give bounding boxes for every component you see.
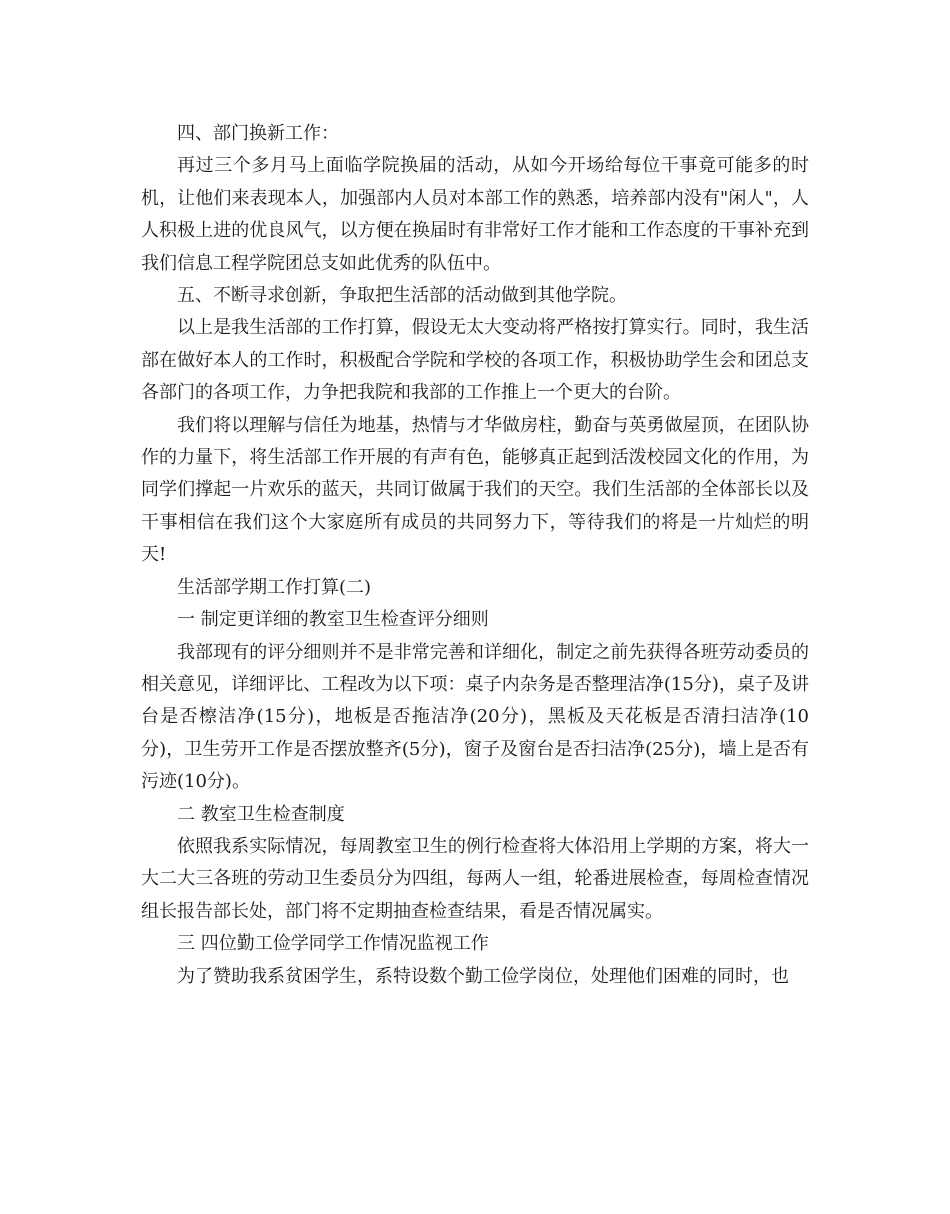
document-body [141,118,809,993]
section-heading-4: 四、部门换新工作： [177,123,339,144]
section-heading-3: 三 四位勤工俭学同学工作情况监视工作 [177,933,489,955]
paragraph-closing: 我们将以理解与信任为地基，热情与才华做房柱，勤奋与英勇做屋顶，在团队协作的力量下，将生活部工作开展的有声有色，能够真正起到活泼校园文化的作用，为同学们撑起一片欢乐的蓝天，共同订做属于我们的天空。我们生活部的全体部长以及干事相信在我们这个大家庭所有成员的共同努力下，等待我们的将是一片灿烂的明天! [141,414,809,566]
paragraph-plan-summary: 以上是我生活部的工作打算，假设无太大变动将严格按打算实行。同时，我生活部在做好本人的工作时，积极配合学院和学校的各项工作，积极协助学生会和团总支各部门的各项工作，力争把我院和我部的工作推上一个更大的台阶。 [141,317,809,404]
paragraph-dept-renewal: 再过三个多月马上面临学院换届的活动，从如今开场给每位干事竟可能多的时机，让他们来表现本人，加强部内人员对本部工作的熟悉，培养部内没有"闲人"，人人积极上进的优良风气，以方便在换届时有非常好工作才能和工作态度的干事补充到我们信息工程学院团总支如此优秀的队伍中。 [141,155,809,274]
paragraph-inspection-system: 依照我系实际情况，每周教室卫生的例行检查将大体沿用上学期的方案，将大一大二大三各班的劳动卫生委员分为四组，每两人一组，轮番进展检查，每周检查情况组长报告部长处，部门将不定期抽查检查结果，看是否情况属实。 [141,835,809,922]
document-subtitle: 生活部学期工作打算(二) [177,576,372,598]
section-heading-5: 五、不断寻求创新，争取把生活部的活动做到其他学院。 [177,285,627,307]
section-heading-2: 二 教室卫生检查制度 [177,803,345,825]
paragraph-work-study: 为了赞助我系贫困学生，系特设数个勤工俭学岗位，处理他们困难的同时，也 [177,965,789,987]
section-heading-1: 一 制定更详细的教室卫生检查评分细则 [177,609,489,631]
paragraph-scoring-rules: 我部现有的评分细则并不是非常完善和详细化，制定之前先获得各班劳动委员的相关意见，详细评比、工程改为以下项：桌子内杂务是否整理洁净(15分)，桌子及讲台是否檫洁净(15分)，地板是否拖洁净(20分)，黑板及天花板是否清扫洁净(10分)，卫生劳开工作是否摆放整齐(5分)，窗子及窗台是否扫洁净(25分)，墙上是否有污迹(10分)。 [141,641,809,793]
